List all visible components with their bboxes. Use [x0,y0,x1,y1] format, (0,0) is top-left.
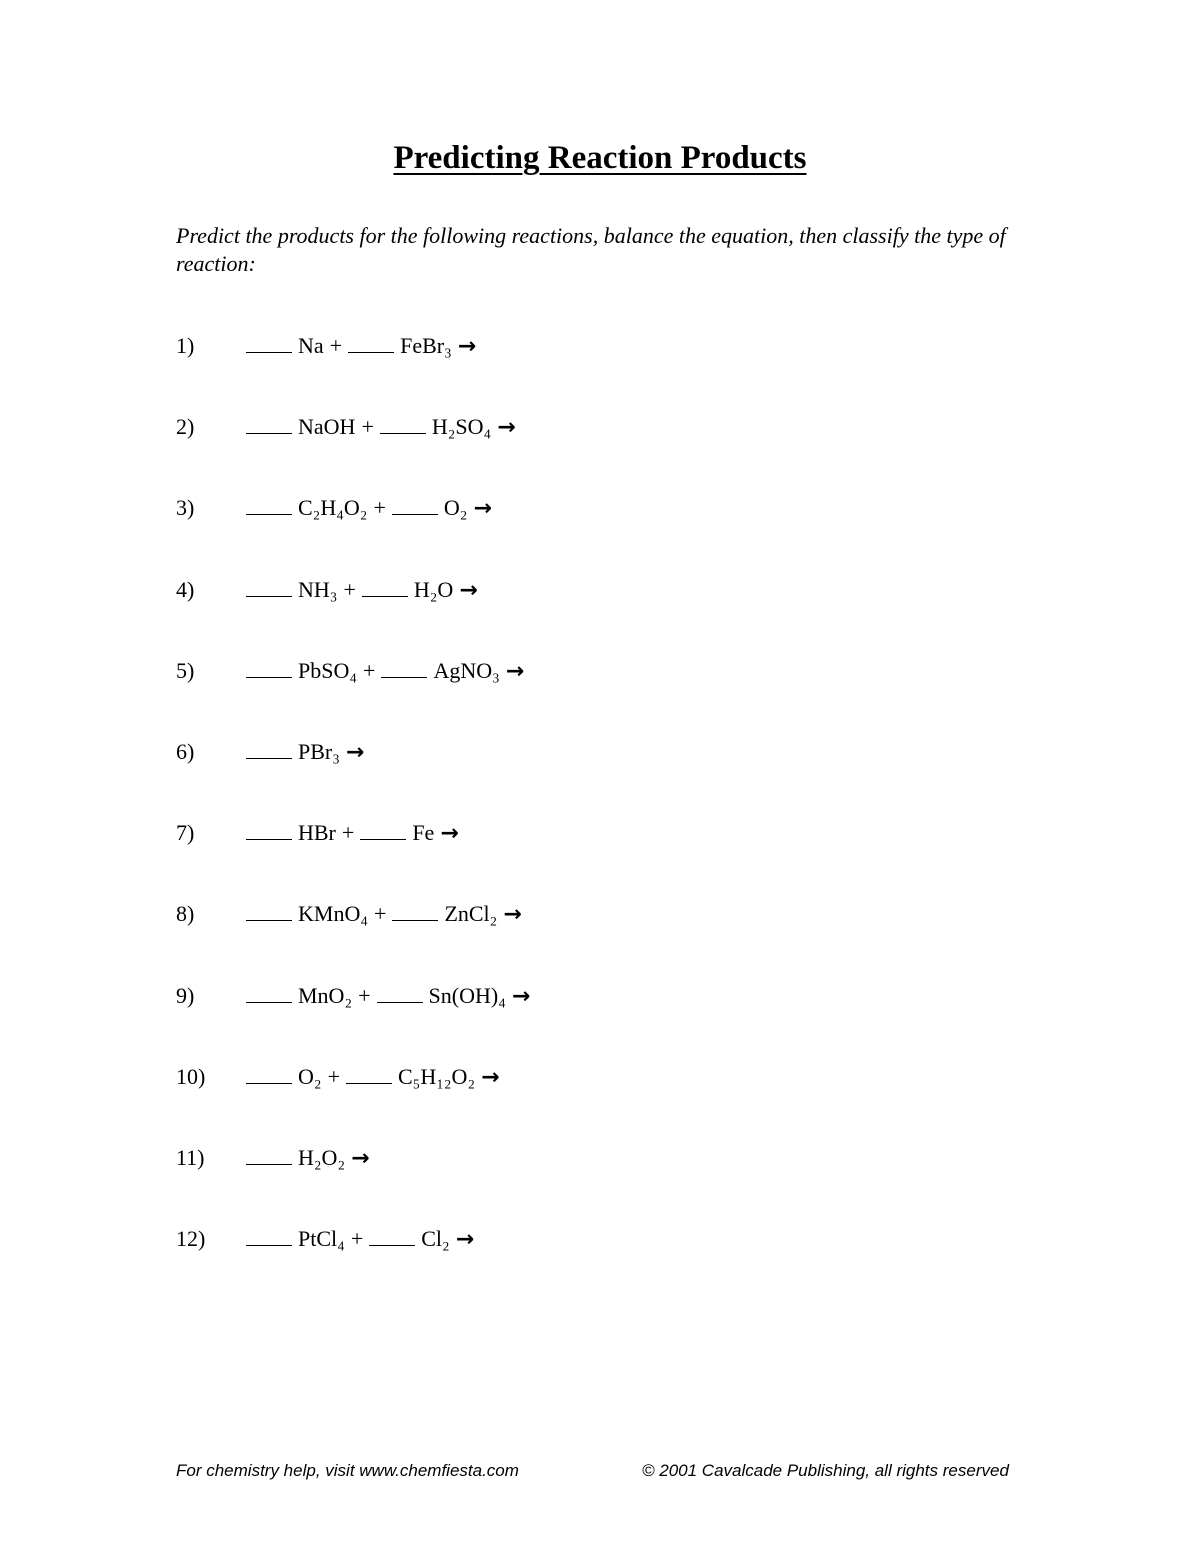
problem-number: 12) [176,1226,206,1252]
coefficient-blank[interactable] [246,496,292,515]
arrow-icon: → [505,658,525,684]
coefficient-blank[interactable] [246,902,292,921]
arrow-icon: → [473,496,492,522]
plus-sign: + [358,982,371,1008]
problem-number: 4) [176,576,195,602]
reactant-formula: NaOH [298,414,356,440]
coefficient-blank[interactable] [392,496,438,515]
footer-help-text: For chemistry help, visit www.chemfiesta.com [176,1461,519,1480]
plus-sign: + [327,1063,340,1089]
reactant-formula: C₂H₄O₂ [298,495,368,521]
plus-sign: + [361,414,374,440]
footer-copyright: © 2001 Cavalcade Publishing, all rights reserved [642,1461,1009,1480]
plus-sign: + [343,576,356,602]
reactant-formula: ZnCl₂ [444,901,498,927]
reactant-formula: PBr₃ [298,739,340,764]
plus-sign: + [363,657,376,683]
reactant-formula: Sn(OH)₄ [428,982,506,1008]
problem-row [176,1143,370,1174]
problem-row [176,981,530,1012]
problem-number: 7) [176,820,195,846]
problem-row [176,818,459,849]
page-title: Predicting Reaction Products [393,140,807,176]
reactant-formula: H₂O [413,576,454,602]
arrow-icon: → [455,1227,475,1253]
reactant-formula: KMnO₄ [298,901,369,927]
reactant-formula: O₂ [298,1063,322,1089]
plus-sign: + [350,1226,364,1252]
problem-row [176,412,516,443]
problem-number: 6) [176,739,195,764]
arrow-icon: → [345,740,365,765]
coefficient-blank[interactable] [246,659,292,678]
problem-row [176,737,364,768]
problem-number: 9) [176,982,195,1008]
problem-row [176,899,522,930]
arrow-icon: → [457,334,477,359]
coefficient-blank[interactable] [246,821,292,840]
reactant-formula: C₅H₁₂O₂ [397,1063,476,1089]
problem-number: 1) [176,333,195,358]
plus-sign: + [374,901,387,927]
reactant-formula: Fe [412,820,435,846]
arrow-icon: → [511,983,531,1009]
coefficient-blank[interactable] [246,1146,292,1165]
coefficient-blank[interactable] [246,740,292,759]
problem-row [176,493,492,524]
coefficient-blank[interactable] [246,334,292,353]
problem-row [176,1062,500,1093]
arrow-icon: → [481,1064,500,1090]
coefficient-blank[interactable] [381,659,427,678]
problem-number: 10) [176,1063,206,1089]
plus-sign: + [329,333,343,358]
problem-row [176,575,478,606]
coefficient-blank[interactable] [377,984,423,1003]
reactant-formula: O₂ [443,495,468,521]
reactant-formula: HBr [298,820,336,846]
coefficient-blank[interactable] [360,821,406,840]
problem-number: 2) [176,414,195,440]
coefficient-blank[interactable] [380,415,426,434]
arrow-icon: → [503,902,522,928]
problem-row [176,1224,474,1255]
coefficient-blank[interactable] [246,1227,292,1246]
reactant-formula: AgNO₃ [433,657,500,683]
arrow-icon: → [351,1146,370,1171]
reactant-formula: H₂O₂ [298,1145,346,1170]
coefficient-blank[interactable] [348,334,394,353]
coefficient-blank[interactable] [246,984,292,1003]
reactant-formula: PtCl₄ [298,1226,345,1252]
arrow-icon: → [459,577,478,603]
reactant-formula: Cl₂ [421,1226,450,1252]
coefficient-blank[interactable] [246,415,292,434]
reactant-formula: NH₃ [298,576,338,602]
arrow-icon: → [497,415,516,441]
problem-row [176,656,524,687]
problem-number: 8) [176,901,195,927]
problem-number: 3) [176,495,195,521]
coefficient-blank[interactable] [346,1065,392,1084]
arrow-icon: → [440,821,459,847]
problem-number: 5) [176,657,195,683]
reactant-formula: FeBr₃ [400,333,452,358]
reactant-formula: MnO₂ [298,982,353,1008]
reactant-formula: Na [298,333,324,358]
coefficient-blank[interactable] [362,578,408,597]
reactant-formula: PbSO₄ [298,657,358,683]
reactant-formula: H₂SO₄ [431,414,492,440]
coefficient-blank[interactable] [369,1227,415,1246]
plus-sign: + [373,495,386,521]
coefficient-blank[interactable] [246,578,292,597]
problem-row [176,331,476,362]
plus-sign: + [341,820,355,846]
problem-number: 11) [176,1145,205,1170]
coefficient-blank[interactable] [392,902,438,921]
instructions: Predict the products for the following reactions, balance the equation, then classify the type of reaction: [176,223,1006,276]
coefficient-blank[interactable] [246,1065,292,1084]
